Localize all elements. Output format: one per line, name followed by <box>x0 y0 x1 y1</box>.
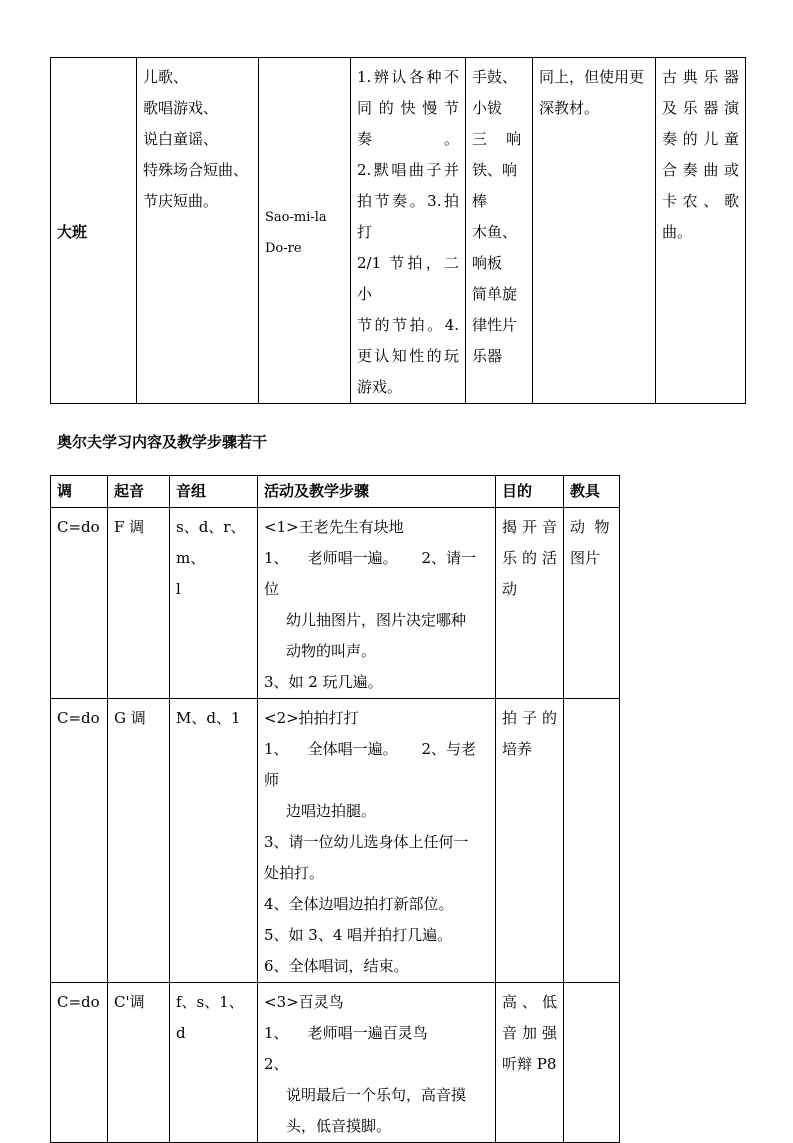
instrument-line: 小钹 <box>472 99 503 117</box>
instrument-line: 手鼓、 <box>472 68 518 86</box>
step-line: 1、 全体唱一遍。 2、与老师 <box>264 740 477 789</box>
steps-cell <box>258 983 496 1143</box>
group-line: l <box>176 580 181 598</box>
content-line: 说白童谣、 <box>143 130 219 148</box>
purpose-line: 乐的活 <box>502 549 557 567</box>
header-tools: 教具 <box>564 476 620 508</box>
materials-line: 深教材。 <box>539 99 600 117</box>
step-line: 幼儿抽图片，图片决定哪种 <box>286 611 467 629</box>
content-cell <box>137 58 259 404</box>
goals-line: 游戏。 <box>357 378 403 396</box>
purpose-line: 听辩 P8 <box>502 1055 557 1073</box>
content-line: 儿歌、 <box>143 68 189 86</box>
purpose-cell <box>496 508 564 699</box>
step-line: 头，低音摸脚。 <box>286 1117 392 1135</box>
step-line: 说明最后一个乐句，高音摸 <box>286 1086 467 1104</box>
orff-steps-table <box>50 475 620 1143</box>
level-cell: 大班 <box>51 58 137 404</box>
step-line: 1、 老师唱一遍百灵鸟 2、 <box>264 1024 466 1073</box>
tools-line: 图片 <box>570 549 601 567</box>
key-cell: C=do <box>51 983 108 1143</box>
activity-title: <1>王老先生有块地 <box>264 518 404 536</box>
header-steps: 活动及教学步骤 <box>258 476 496 508</box>
materials-line: 同上，但使用更 <box>539 68 645 86</box>
steps-cell <box>258 508 496 699</box>
activity-title: <2>拍拍打打 <box>264 709 359 727</box>
content-line: 歌唱游戏、 <box>143 99 219 117</box>
step-line: 3、如 2 玩几遍。 <box>264 673 383 691</box>
step-line: 4、全体边唱边拍打新部位。 <box>264 895 454 913</box>
group-line: s、d、r、m、 <box>176 518 246 567</box>
step-line: 3、请一位幼儿选身体上任何一 <box>264 833 469 851</box>
content-line: 节庆短曲。 <box>143 192 219 210</box>
steps-cell <box>258 699 496 983</box>
pitch-cell <box>259 58 351 404</box>
music-line: 及乐器演 <box>662 99 739 117</box>
purpose-line: 动 <box>502 580 518 598</box>
header-group: 音组 <box>170 476 258 508</box>
tools-cell <box>564 983 620 1143</box>
group-cell <box>170 508 258 699</box>
purpose-cell <box>496 699 564 983</box>
tools-line: 动 物 <box>570 518 610 536</box>
section-heading: 奥尔夫学习内容及教学步骤若干 <box>57 433 268 451</box>
group-line: M、d、1 <box>176 709 241 727</box>
music-line: 合奏曲或 <box>662 161 739 179</box>
table-row <box>51 699 620 983</box>
instrument-line: 三 响 <box>472 130 522 148</box>
goals-cell <box>351 58 466 404</box>
goals-line: 1.辨认各种不 <box>357 68 459 86</box>
music-line: 曲。 <box>662 223 693 241</box>
key-cell: C=do <box>51 508 108 699</box>
table-row <box>51 58 746 404</box>
header-key: 调 <box>51 476 108 508</box>
step-line: 1、 老师唱一遍。 2、请一位 <box>264 549 477 598</box>
group-line: f、s、1、d <box>176 993 244 1042</box>
music-line: 卡农、歌 <box>662 192 739 210</box>
step-line: 处拍打。 <box>264 864 325 882</box>
goals-line: 拍节奏。3.拍打 <box>357 192 459 241</box>
purpose-line: 高、低 <box>502 993 557 1011</box>
instrument-line: 乐器 <box>472 347 503 365</box>
music-cell <box>656 58 746 404</box>
goals-line: 更认知性的玩 <box>357 347 459 365</box>
header-purpose: 目的 <box>496 476 564 508</box>
curriculum-table <box>50 57 746 404</box>
group-cell <box>170 699 258 983</box>
purpose-line: 揭开音 <box>502 518 557 536</box>
table-row <box>51 983 620 1143</box>
table-row <box>51 508 620 699</box>
tools-cell <box>564 508 620 699</box>
purpose-line: 音加强 <box>502 1024 557 1042</box>
instrument-line: 木鱼、 <box>472 223 518 241</box>
start-cell: C'调 <box>108 983 170 1143</box>
music-line: 古典乐器 <box>662 68 739 86</box>
pitch-line: Do-re <box>265 240 302 256</box>
instrument-line: 铁、响 <box>472 161 518 179</box>
purpose-line: 拍子的 <box>502 709 557 727</box>
start-cell: F 调 <box>108 508 170 699</box>
purpose-line: 培养 <box>502 740 533 758</box>
music-line: 奏的儿童 <box>662 130 739 148</box>
step-line: 动物的叫声。 <box>286 642 377 660</box>
goals-line: 2.默唱曲子并 <box>357 161 459 179</box>
activity-title: <3>百灵鸟 <box>264 993 344 1011</box>
instrument-line: 简单旋 <box>472 285 518 303</box>
tools-cell <box>564 699 620 983</box>
key-cell: C=do <box>51 699 108 983</box>
step-line: 边唱边拍腿。 <box>286 802 377 820</box>
group-cell <box>170 983 258 1143</box>
pitch-line: Sao-mi-la <box>265 209 327 225</box>
start-cell: G 调 <box>108 699 170 983</box>
step-line: 6、全体唱词，结束。 <box>264 957 409 975</box>
header-start: 起音 <box>108 476 170 508</box>
goals-line: 2/1 节拍，二小 <box>357 254 459 303</box>
table-header-row <box>51 476 620 508</box>
content-line: 特殊场合短曲、 <box>143 161 249 179</box>
instrument-line: 棒 <box>472 192 488 210</box>
step-line: 5、如 3、4 唱并拍打几遍。 <box>264 926 453 944</box>
goals-line: 节的节拍。4. <box>357 316 459 334</box>
instrument-line: 律性片 <box>472 316 518 334</box>
materials-cell <box>533 58 656 404</box>
instrument-line: 响板 <box>472 254 503 272</box>
instruments-cell <box>466 58 533 404</box>
purpose-cell <box>496 983 564 1143</box>
goals-line: 同的快慢节奏。 <box>357 99 459 148</box>
